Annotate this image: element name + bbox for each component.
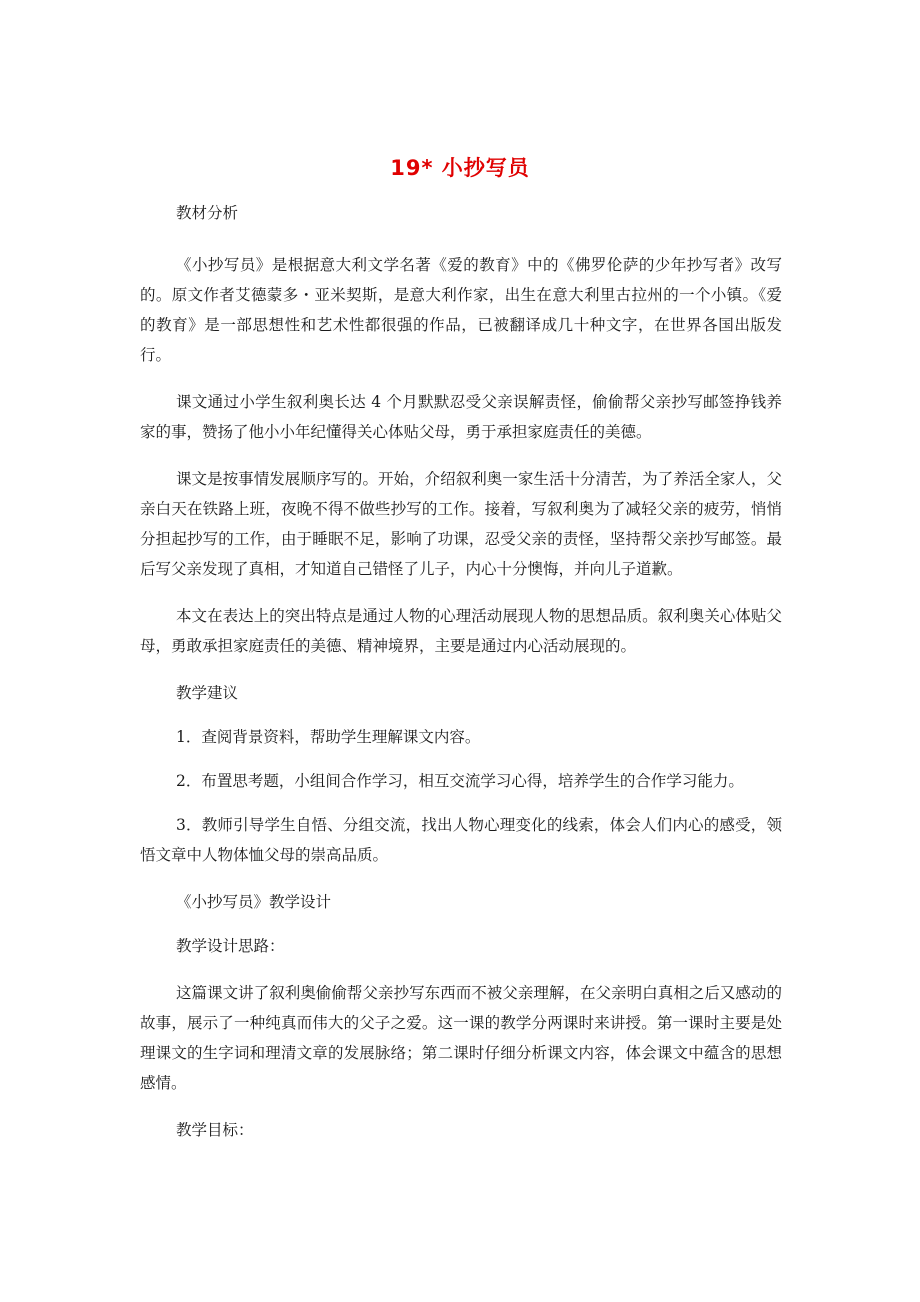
paragraph-analysis-3: 课文是按事情发展顺序写的。开始，介绍叙利奥一家生活十分清苦，为了养活全家人，父亲白天在铁路上班，夜晚不得不做些抄写的工作。接着，写叙利奥为了减轻父亲的疲劳，悄悄分担起抄写的工作，由于睡眠不足，影响了功课，忍受父亲的责怪，坚持帮父亲抄写邮签。最后写父亲发现了真相，才知道自己错怪了儿子，内心十分懊悔，并向儿子道歉。 — [140, 470, 782, 578]
document-body — [140, 198, 782, 1162]
section-heading-design: 《小抄写员》教学设计 — [176, 893, 332, 911]
document-title: 19* 小抄写员 — [390, 156, 530, 181]
section-heading-design-idea: 教学设计思路： — [176, 937, 285, 955]
suggestion-item-1: 1．查阅背景资料，帮助学生理解课文内容。 — [176, 728, 481, 746]
paragraph-analysis-1: 《小抄写员》是根据意大利文学名著《爱的教育》中的《佛罗伦萨的少年抄写者》改写的。原文作者艾德蒙多・亚米契斯，是意大利作家，出生在意大利里古拉州的一个小镇。《爱的教育》是一部思想性和艺术性都很强的作品，已被翻译成几十种文字，在世界各国出版发行。 — [140, 256, 782, 364]
section-heading-suggestions: 教学建议 — [176, 684, 239, 702]
suggestion-item-3: 3．教师引导学生自悟、分组交流，找出人物心理变化的线索，体会人们内心的感受，领悟文章中人物体恤父母的崇高品质。 — [140, 816, 782, 864]
suggestion-item-2: 2．布置思考题，小组间合作学习，相互交流学习心得，培养学生的合作学习能力。 — [176, 772, 744, 790]
section-heading-goals: 教学目标： — [176, 1121, 254, 1139]
paragraph-design-1: 这篇课文讲了叙利奥偷偷帮父亲抄写东西而不被父亲理解，在父亲明白真相之后又感动的故事，展示了一种纯真而伟大的父子之爱。这一课的教学分两课时来讲授。第一课时主要是处理课文的生字词和理清文章的发展脉络；第二课时仔细分析课文内容，体会课文中蕴含的思想感情。 — [140, 984, 782, 1092]
section-heading-analysis: 教材分析 — [176, 204, 239, 222]
paragraph-analysis-4: 本文在表达上的突出特点是通过人物的心理活动展现人物的思想品质。叙利奥关心体贴父母，勇敢承担家庭责任的美德、精神境界，主要是通过内心活动展现的。 — [140, 607, 782, 655]
paragraph-analysis-2: 课文通过小学生叙利奥长达 4 个月默默忍受父亲误解责怪，偷偷帮父亲抄写邮签挣钱养家的事，赞扬了他小小年纪懂得关心体贴父母，勇于承担家庭责任的美德。 — [140, 393, 782, 441]
